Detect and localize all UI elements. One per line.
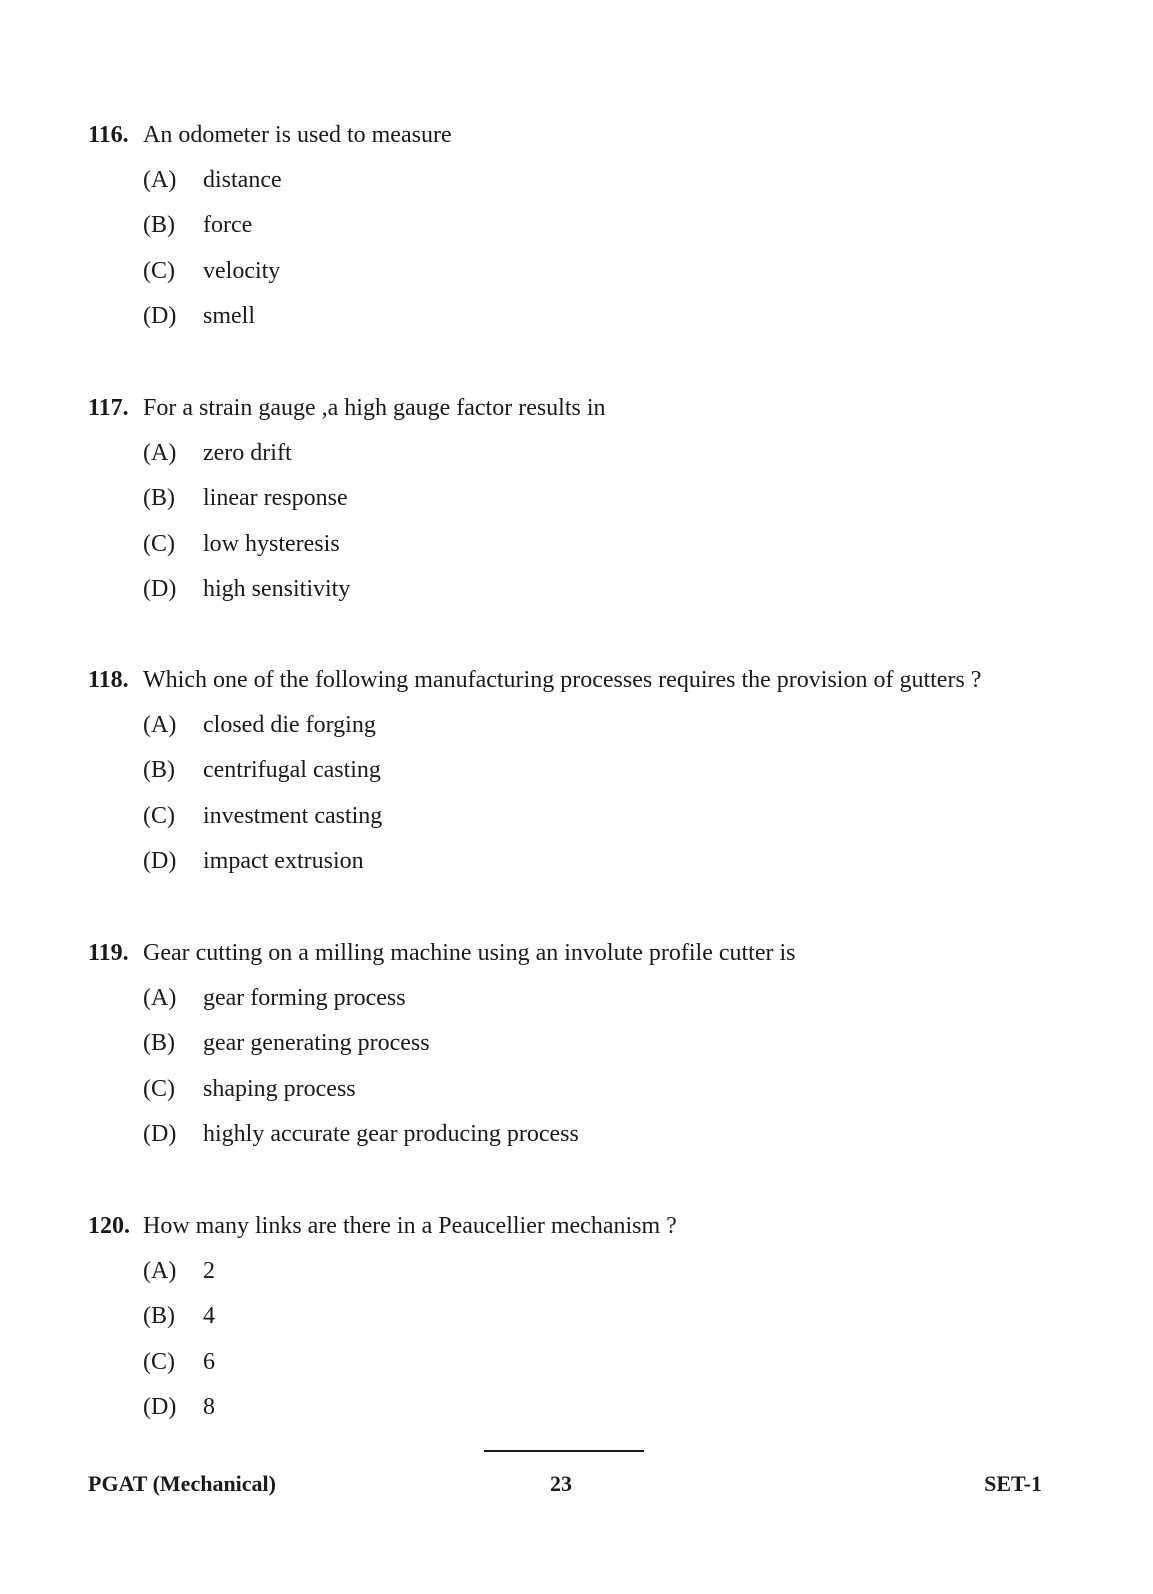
option-d: [88, 846, 1088, 876]
option-letter: (C): [143, 257, 175, 284]
question-117: [88, 393, 1088, 620]
option-letter: (C): [143, 1348, 175, 1375]
option-c: [88, 256, 1088, 286]
option-letter: (C): [143, 802, 175, 829]
option-text: closed die forging: [203, 712, 376, 738]
option-d: [88, 301, 1088, 331]
question-stem: [88, 393, 1088, 423]
question-number: 117.: [88, 395, 129, 421]
question-stem: [88, 1211, 1088, 1241]
question-stem: [88, 665, 1088, 695]
option-letter: (A): [143, 712, 177, 738]
option-letter: (C): [143, 530, 175, 557]
question-text: For a strain gauge ,a high gauge factor results in: [143, 395, 606, 421]
option-letter: (B): [143, 757, 175, 784]
options-list: [88, 438, 1088, 604]
footer-exam-name: PGAT (Mechanical): [88, 1471, 276, 1496]
option-letter: (D): [143, 303, 177, 330]
options-list: [88, 165, 1088, 331]
option-b: [88, 483, 1088, 513]
option-b: [88, 755, 1088, 785]
option-text: force: [203, 212, 253, 239]
question-stem: [88, 938, 1088, 968]
question-text: Gear cutting on a milling machine using an involute profile cutter is: [143, 940, 796, 966]
option-letter: (A): [143, 985, 177, 1011]
question-number: 118.: [88, 667, 129, 693]
question-119: [88, 938, 1088, 1165]
option-a: [88, 1256, 1088, 1286]
option-text: distance: [203, 167, 282, 193]
option-text: gear forming process: [203, 985, 406, 1011]
option-text: 4: [203, 1303, 215, 1330]
option-letter: (D): [143, 848, 177, 875]
option-text: investment casting: [203, 802, 383, 829]
question-text: How many links are there in a Peaucellier mechanism ?: [143, 1213, 677, 1239]
footer-set-label: SET-1: [984, 1471, 1042, 1496]
question-text: An odometer is used to measure: [143, 122, 452, 148]
option-text: low hysteresis: [203, 530, 340, 557]
question-stem: [88, 120, 1088, 150]
option-text: impact extrusion: [203, 848, 364, 875]
option-letter: (C): [143, 1075, 175, 1102]
option-a: [88, 165, 1088, 195]
option-letter: (B): [143, 1030, 175, 1057]
option-text: 8: [203, 1394, 215, 1421]
option-b: [88, 210, 1088, 240]
option-b: [88, 1028, 1088, 1058]
option-letter: (A): [143, 1258, 177, 1284]
options-list: [88, 983, 1088, 1149]
option-text: gear generating process: [203, 1030, 430, 1057]
option-c: [88, 1074, 1088, 1104]
option-b: [88, 1301, 1088, 1331]
question-116: [88, 120, 1088, 347]
option-text: 2: [203, 1258, 215, 1284]
option-text: 6: [203, 1348, 215, 1375]
option-c: [88, 801, 1088, 831]
question-number: 119.: [88, 940, 129, 966]
option-a: [88, 710, 1088, 740]
option-letter: (D): [143, 1121, 177, 1148]
options-list: [88, 1256, 1088, 1422]
option-text: smell: [203, 303, 255, 330]
question-number: 116.: [88, 122, 129, 148]
option-a: [88, 983, 1088, 1013]
footer-page-number: 23: [550, 1471, 572, 1496]
question-118: [88, 665, 1088, 892]
option-letter: (D): [143, 1394, 177, 1421]
option-letter: (B): [143, 485, 175, 512]
option-letter: (B): [143, 1303, 175, 1330]
option-text: centrifugal casting: [203, 757, 381, 784]
option-a: [88, 438, 1088, 468]
option-text: velocity: [203, 257, 281, 284]
question-number: 120.: [88, 1213, 130, 1239]
question-120: [88, 1211, 1088, 1438]
option-letter: (D): [143, 576, 177, 603]
option-d: [88, 574, 1088, 604]
option-letter: (A): [143, 440, 177, 466]
footer-divider: [484, 1450, 644, 1452]
option-c: [88, 1347, 1088, 1377]
option-text: high sensitivity: [203, 576, 351, 603]
option-c: [88, 529, 1088, 559]
option-d: [88, 1119, 1088, 1149]
option-text: shaping process: [203, 1075, 356, 1102]
option-letter: (A): [143, 167, 177, 193]
option-text: linear response: [203, 485, 348, 512]
option-d: [88, 1392, 1088, 1422]
option-text: highly accurate gear producing process: [203, 1121, 579, 1148]
question-text: Which one of the following manufacturing processes requires the provision of gutters ?: [143, 667, 982, 693]
option-letter: (B): [143, 212, 175, 239]
option-text: zero drift: [203, 440, 292, 466]
options-list: [88, 710, 1088, 876]
